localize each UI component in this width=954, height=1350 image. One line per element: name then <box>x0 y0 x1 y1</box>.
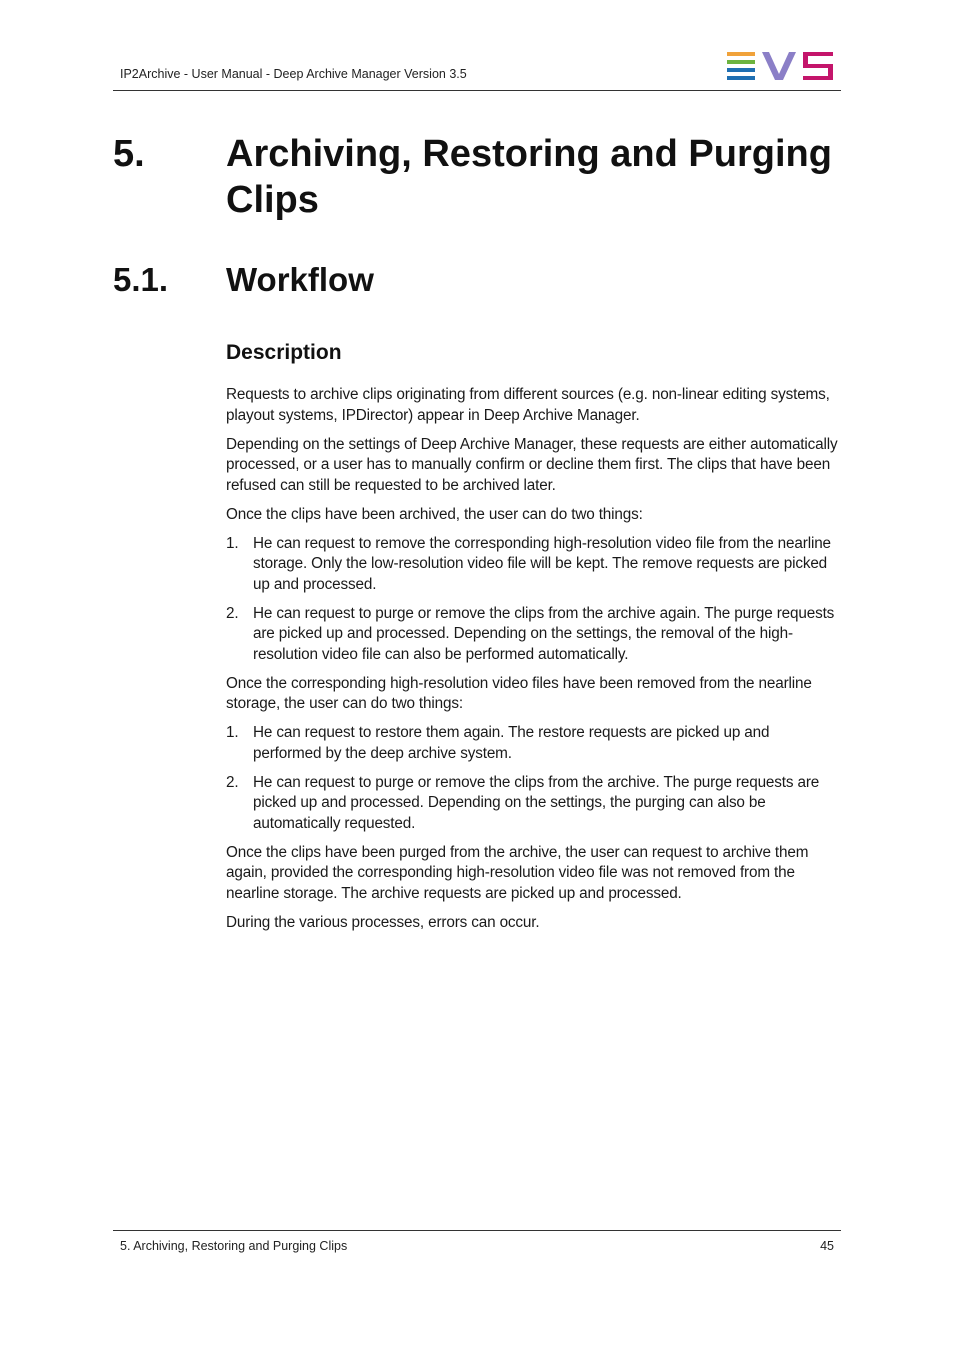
chapter-title: Archiving, Restoring and Purging Clips <box>226 133 832 221</box>
paragraph: Once the corresponding high-resolution video files have been removed from the nearline storage, the user can do two things: <box>226 674 812 712</box>
list-item <box>226 773 841 835</box>
page-header <box>113 56 841 91</box>
evs-logo <box>727 52 833 80</box>
list-marker: 2. <box>226 773 239 791</box>
list-item-text: He can request to remove the corresponding high-resolution video file from the nearline storage. Only the low-resolution video file will be kept. The remove requests are picked up and processed. <box>253 534 831 593</box>
paragraph: Depending on the settings of Deep Archive Manager, these requests are either automatically processed, or a user has to manually confirm or decline them first. The clips that have been refused can still be requested to be archived later. <box>226 435 838 494</box>
page-footer <box>113 1230 841 1261</box>
body-content <box>226 339 841 942</box>
section-title: Workflow <box>226 261 374 298</box>
list-item-text: He can request to restore them again. The restore requests are picked up and performed by the deep archive system. <box>253 724 770 762</box>
list-marker: 1. <box>226 534 239 552</box>
footer-chapter: 5. Archiving, Restoring and Purging Clips <box>120 1239 348 1253</box>
page-number: 45 <box>820 1239 834 1253</box>
paragraph: During the various processes, errors can occur. <box>226 913 540 931</box>
list-marker: 2. <box>226 604 239 622</box>
list-item <box>226 534 841 596</box>
paragraph: Requests to archive clips originating from different sources (e.g. non-linear editing systems, playout systems, IPDirector) appear in Deep Archive Manager. <box>226 386 830 424</box>
list-item-text: He can request to purge or remove the clips from the archive again. The purge requests are picked up and processed. Depending on the settings, the removal of the high-resolution video file can also be performed automatically. <box>253 604 835 663</box>
list-item-text: He can request to purge or remove the clips from the archive. The purge requests are picked up and processed. Depending on the settings, the purging can also be automatically requested. <box>253 773 820 832</box>
chapter-heading <box>113 131 841 223</box>
list-item <box>226 604 841 666</box>
header-text: IP2Archive - User Manual - Deep Archive Manager Version 3.5 <box>120 67 467 81</box>
paragraph: Once the clips have been purged from the archive, the user can request to archive them again, provided the corresponding high-resolution video file was not removed from the nearline storage. The archive requests are picked up and processed. <box>226 843 809 902</box>
section-heading <box>113 260 841 300</box>
list-item <box>226 723 841 764</box>
archived-actions-list <box>226 534 841 666</box>
chapter-number: 5. <box>113 133 145 175</box>
description-subheading: Description <box>226 341 342 364</box>
removed-actions-list <box>226 723 841 834</box>
section-number: 5.1. <box>113 261 169 298</box>
list-marker: 1. <box>226 724 239 741</box>
paragraph: Once the clips have been archived, the user can do two things: <box>226 505 643 523</box>
